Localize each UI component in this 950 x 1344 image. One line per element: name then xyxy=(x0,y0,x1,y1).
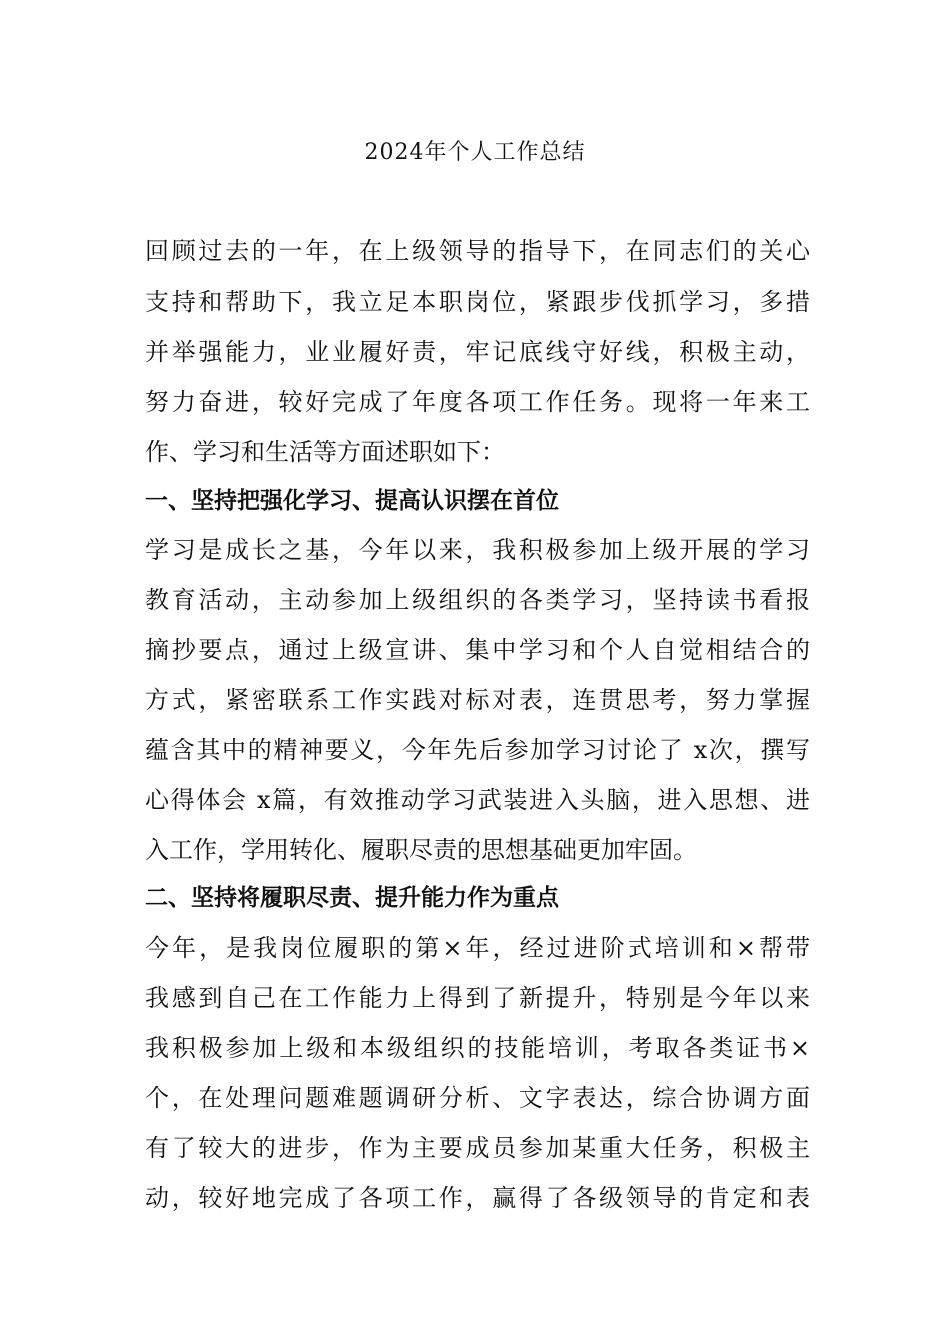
paragraph-line: 今年，是我岗位履职的第×年，经过进阶式培训和×帮带 xyxy=(145,934,810,962)
paragraph-line: 我感到自己在工作能力上得到了新提升，特别是今年以来 xyxy=(145,984,810,1012)
section-heading-2: 二、坚持将履职尽责、提升能力作为重点 xyxy=(145,885,559,911)
paragraph-line: 心得体会 x篇，有效推动学习武装进入头脑，进入思想、进 xyxy=(145,786,810,814)
paragraph-line: 蕴含其中的精神要义，今年先后参加学习讨论了 x次，撰写 xyxy=(145,736,810,764)
paragraph-line: 有了较大的进步，作为主要成员参加某重大任务，积极主 xyxy=(145,1134,810,1162)
paragraph-line: 摘抄要点，通过上级宣讲、集中学习和个人自觉相结合的 xyxy=(145,636,810,664)
paragraph-line: 方式，紧密联系工作实践对标对表，连贯思考，努力掌握 xyxy=(145,686,810,714)
paragraph-line: 入工作，学用转化、履职尽责的思想基础更加牢固。 xyxy=(145,836,697,864)
paragraph-line: 支持和帮助下，我立足本职岗位，紧跟步伐抓学习，多措 xyxy=(145,288,810,316)
paragraph-line: 我积极参加上级和本级组织的技能培训，考取各类证书× xyxy=(145,1034,810,1062)
section-heading-1: 一、坚持把强化学习、提高认识摆在首位 xyxy=(145,488,559,514)
paragraph-line: 回顾过去的一年，在上级领导的指导下，在同志们的关心 xyxy=(145,237,810,265)
paragraph-line: 学习是成长之基，今年以来，我积极参加上级开展的学习 xyxy=(145,536,810,564)
paragraph-line: 努力奋进，较好完成了年度各项工作任务。现将一年来工 xyxy=(145,388,810,416)
paragraph-line: 个，在处理问题难题调研分析、文字表达，综合协调方面 xyxy=(145,1084,810,1112)
paragraph-line: 作、学习和生活等方面述职如下： xyxy=(145,438,505,466)
paragraph-line: 并举强能力，业业履好责，牢记底线守好线，积极主动， xyxy=(145,338,810,366)
document-title: 2024年个人工作总结 xyxy=(364,140,586,165)
paragraph-line: 动，较好地完成了各项工作，赢得了各级领导的肯定和表 xyxy=(145,1184,810,1212)
paragraph-line: 教育活动，主动参加上级组织的各类学习，坚持读书看报 xyxy=(145,586,810,614)
